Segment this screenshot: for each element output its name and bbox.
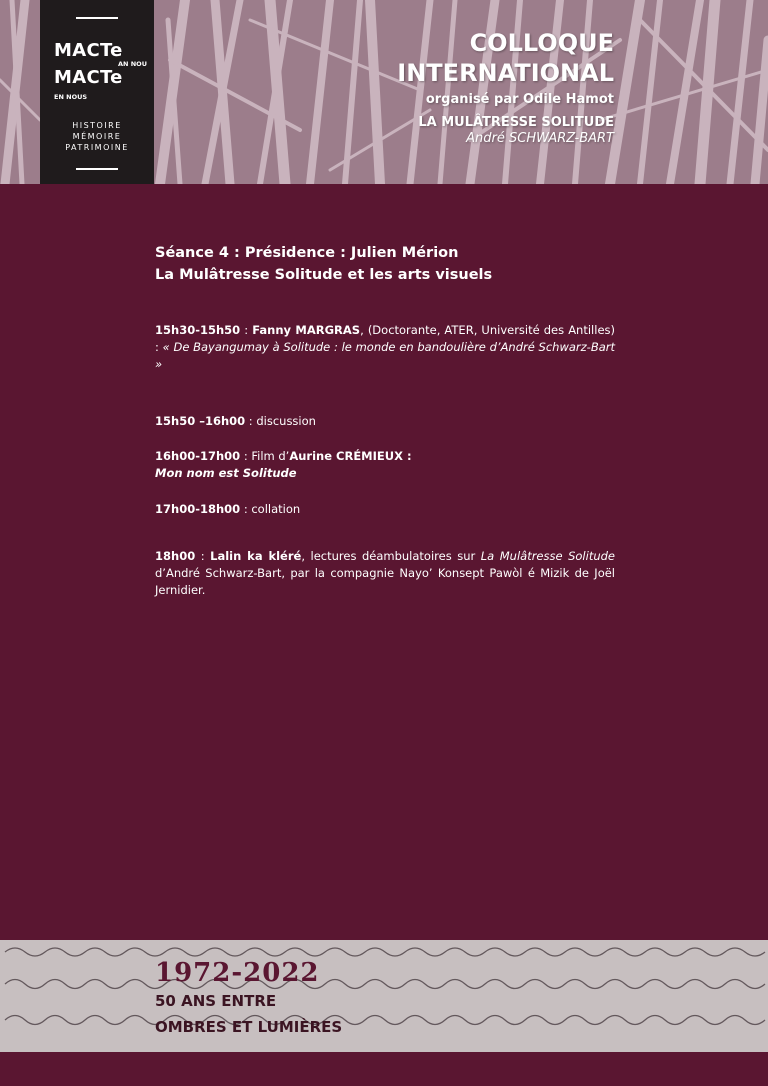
book-title: LA MULÂTRESSE SOLITUDE <box>418 115 614 130</box>
item3-colon: : <box>402 449 412 463</box>
item1-sep: : <box>240 323 253 337</box>
header-banner <box>0 0 768 184</box>
program-item-4 <box>155 501 615 518</box>
item1-affiliation: , (Doctorante, ATER, Université des Antilles) : <box>155 323 615 354</box>
logo-en-nous: EN NOUS <box>54 93 88 101</box>
item5-text2: d’André Schwarz-Bart, par la compagnie Nayo’ Konsept Pawòl é Mizik de Joël Jernidier. <box>155 566 615 597</box>
program-item-5 <box>155 548 615 599</box>
program-item-1 <box>155 322 615 373</box>
session-heading: Séance 4 : Présidence : Julien Mérion <box>155 245 459 261</box>
footer-banner <box>0 940 768 1052</box>
item1-time: 15h30-15h50 <box>155 323 241 337</box>
logo-rule-top <box>76 17 118 19</box>
title-colloque: COLLOQUE <box>469 29 614 57</box>
title-block <box>397 28 614 146</box>
footer-line-1: 50 ANS ENTRE <box>155 992 277 1010</box>
item3-text: : Film d’ <box>240 449 290 463</box>
item1-speaker: Fanny MARGRAS <box>252 323 361 337</box>
footer-years: 1972-2022 <box>155 958 320 988</box>
item3-film-title: Mon nom est Solitude <box>155 466 297 480</box>
handwriting-background <box>0 940 768 1052</box>
logo-tag-memoire: MÉMOIRE <box>72 132 122 141</box>
logo-tag-patrimoine: PATRIMOINE <box>65 143 129 152</box>
item2-text: : discussion <box>245 414 316 428</box>
item1-talk-title: « De Bayangumay à Solitude : le monde en bandoulière d’André Schwarz-Bart » <box>155 340 616 371</box>
item5-time: 18h00 <box>155 549 196 563</box>
item5-event: Lalin ka kléré <box>210 549 302 563</box>
item4-time: 17h00-18h00 <box>155 502 241 516</box>
program-item-2 <box>155 413 615 430</box>
logo-macte-1: MACTe <box>54 40 123 61</box>
macte-logo <box>40 0 154 184</box>
item4-text: : collation <box>240 502 301 516</box>
logo-macte-2: MACTe <box>54 67 123 88</box>
item2-time: 15h50 –16h00 <box>155 414 246 428</box>
item5-book: La Mulâtresse Solitude <box>480 549 615 563</box>
item5-text: , lectures déambulatoires sur <box>301 549 481 563</box>
logo-an-nou: AN NOU <box>118 60 147 68</box>
footer-line-2: OMBRES ET LUMIÈRES <box>155 1018 343 1036</box>
organizer: organisé par Odile Hamot <box>425 92 614 107</box>
logo-tag-histoire: HISTOIRE <box>72 121 122 130</box>
logo-rule-bottom <box>76 168 118 170</box>
program-content <box>155 242 615 599</box>
item3-director: Aurine CRÉMIEUX <box>289 449 403 463</box>
book-author: André SCHWARZ-BART <box>466 131 614 146</box>
title-international: INTERNATIONAL <box>397 59 614 87</box>
item5-sep: : <box>195 549 211 563</box>
session-subheading: La Mulâtresse Solitude et les arts visuels <box>155 267 493 283</box>
program-item-3 <box>155 448 615 482</box>
item3-time: 16h00-17h00 <box>155 449 241 463</box>
